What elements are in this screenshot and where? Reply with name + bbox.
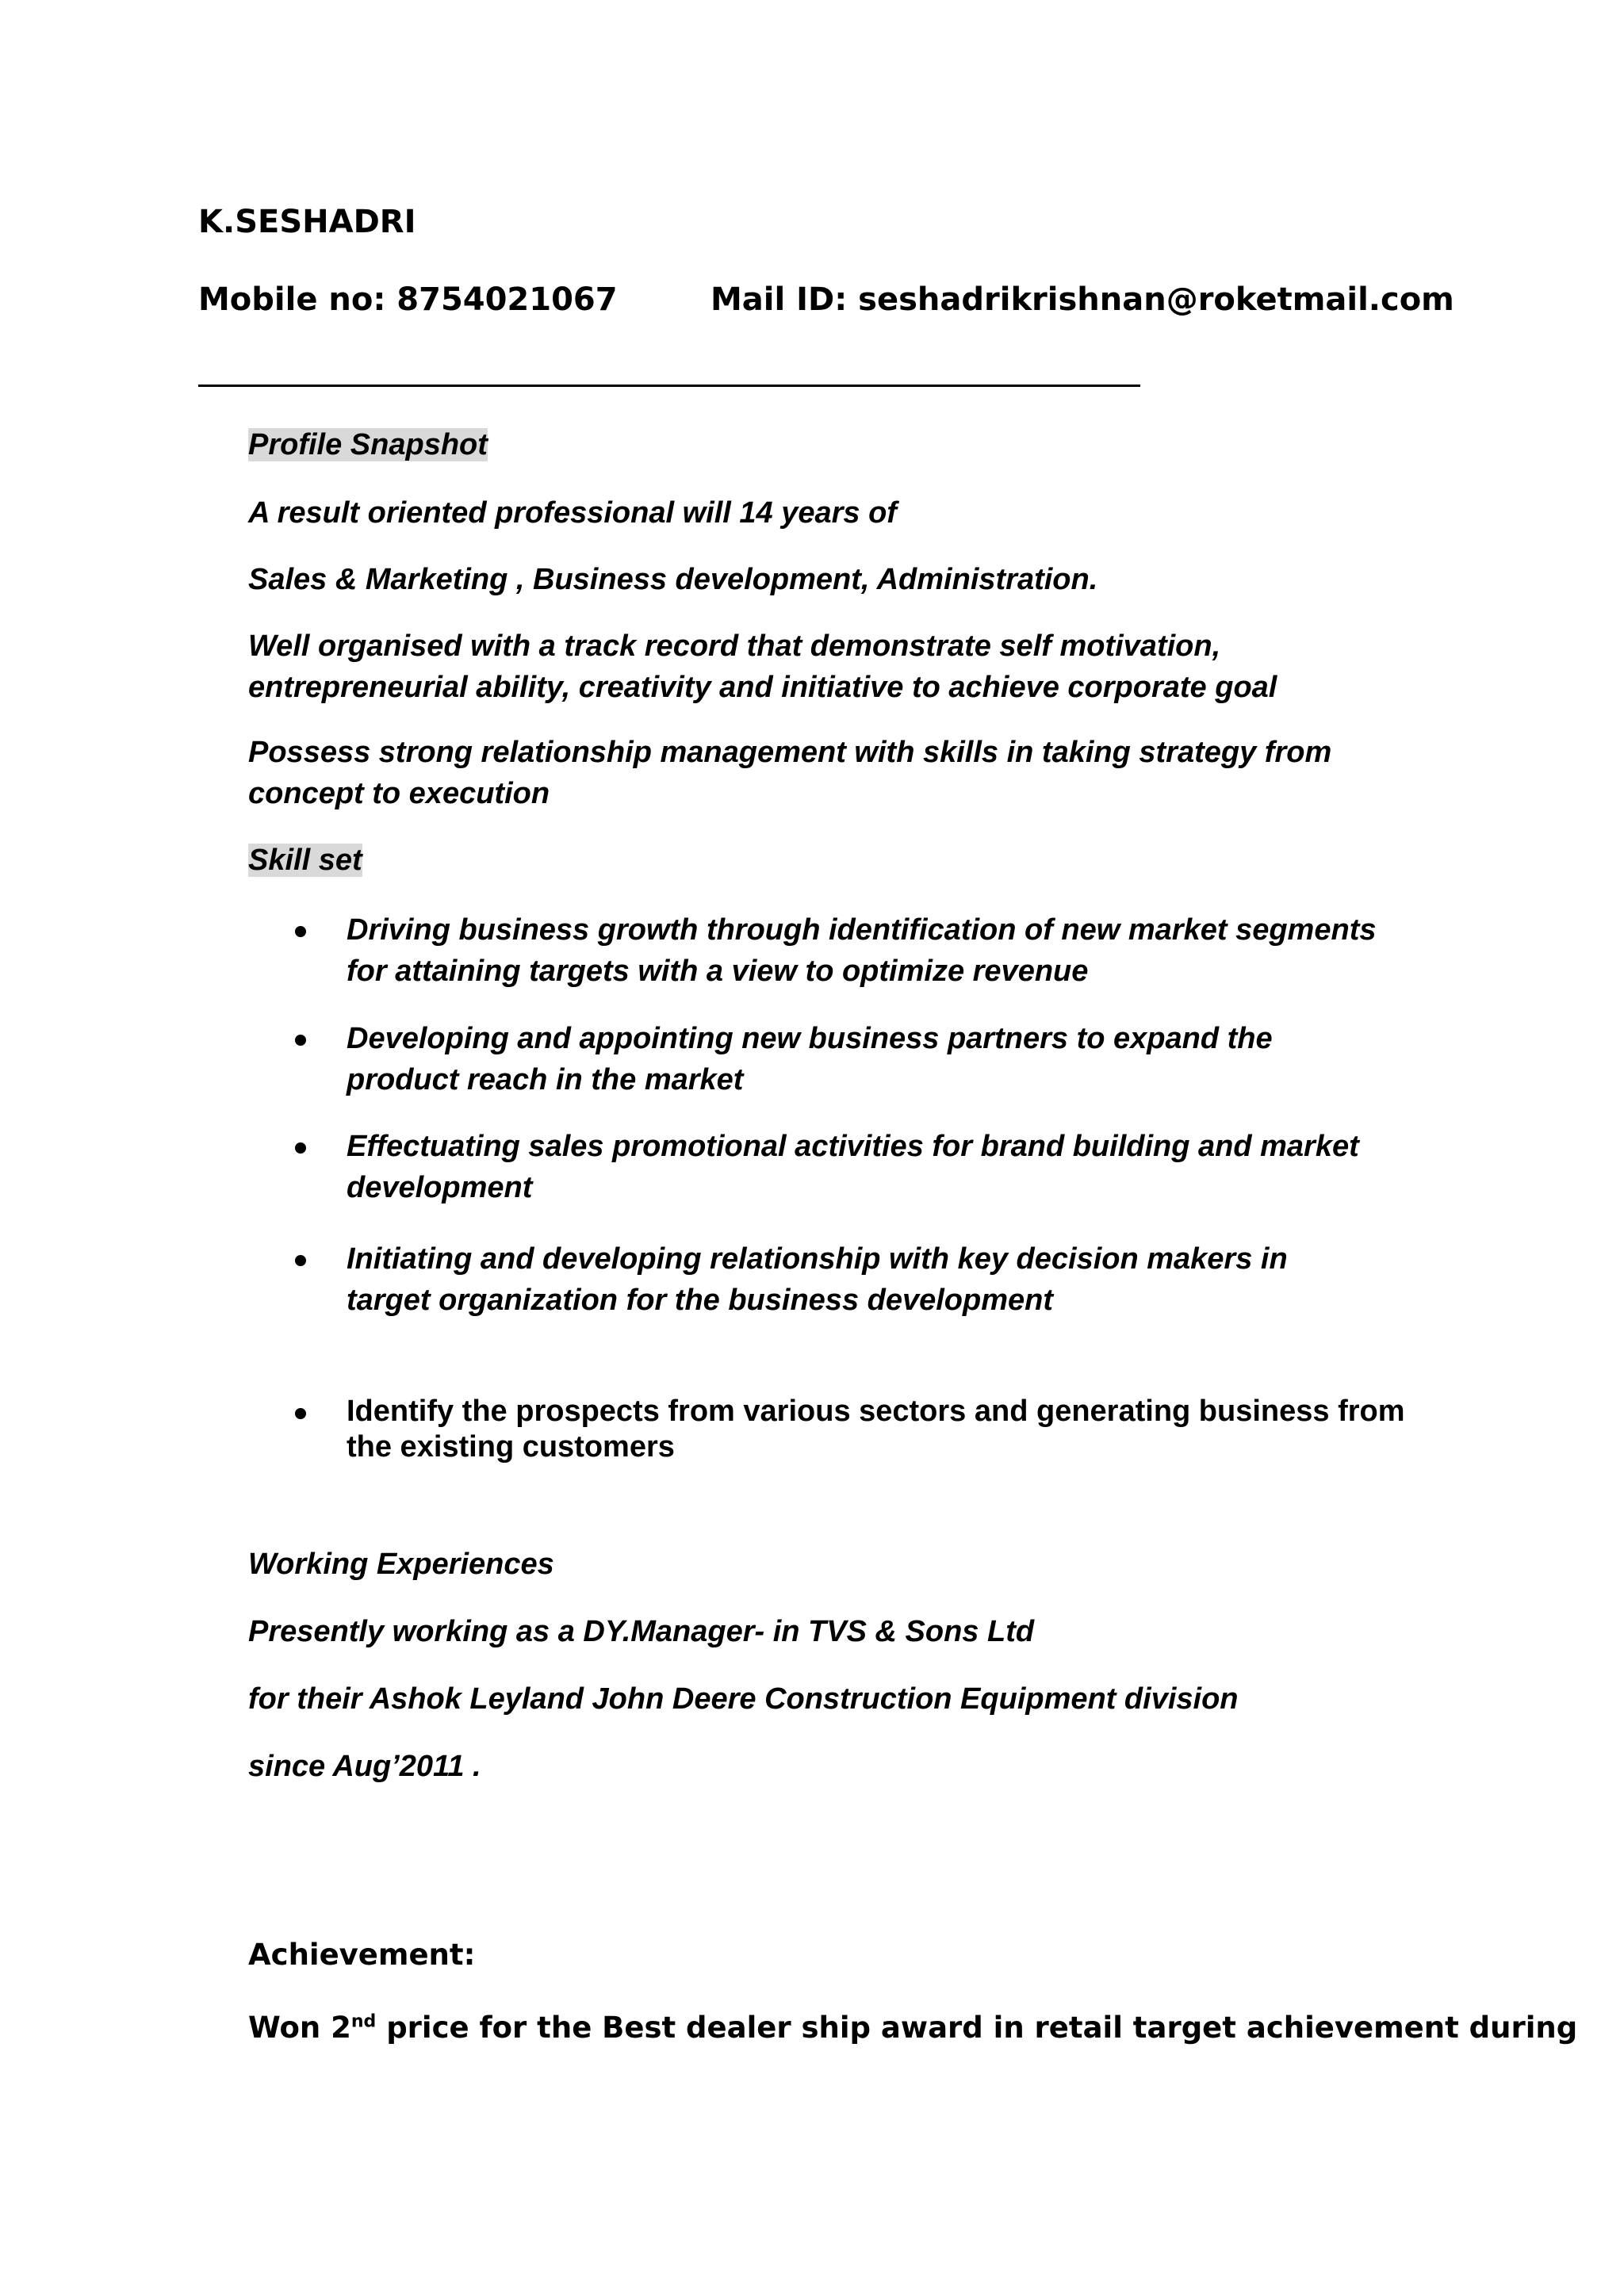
profile-line: Well organised with a track record that demonstrate self motivation, [248, 629, 1221, 663]
skill-item-line: Developing and appointing new business partners to expand the [347, 1022, 1273, 1055]
skills-heading-text: Skill set [248, 844, 362, 877]
skill-item-line: Effectuating sales promotional activities for brand building and market [347, 1130, 1359, 1163]
skill-item-line: target organization for the business development [347, 1284, 1054, 1317]
achievement-heading: Achievement: [248, 1938, 476, 1972]
header-divider [198, 385, 1140, 387]
skill-item-line: development [347, 1171, 533, 1204]
mobile-number: Mobile no: 8754021067 [198, 281, 618, 318]
skill-item-line: Initiating and developing relationship with key decision makers in [347, 1242, 1288, 1276]
skill-item-line: the existing customers [347, 1430, 675, 1464]
profile-heading [248, 424, 488, 465]
bullet-icon [295, 926, 306, 937]
skill-item-line: for attaining targets with a view to optimize revenue [347, 955, 1089, 988]
skills-heading [248, 840, 362, 881]
achievement-suffix: price for the Best dealer ship award in retail target achievement during [376, 2011, 1578, 2045]
profile-line: concept to execution [248, 777, 550, 810]
candidate-name: K.SESHADRI [198, 204, 416, 240]
experience-heading: Working Experiences [248, 1548, 554, 1581]
experience-line: for their Ashok Leyland John Deere Construction Equipment division [248, 1682, 1239, 1716]
skill-item-line: Identify the prospects from various sectors and generating business from [347, 1395, 1405, 1428]
profile-line: entrepreneurial ability, creativity and initiative to achieve corporate goal [248, 671, 1277, 704]
achievement-line [248, 2009, 1577, 2047]
profile-heading-text: Profile Snapshot [248, 428, 488, 461]
bullet-icon [295, 1255, 306, 1266]
profile-line: Possess strong relationship management with skills in taking strategy from [248, 736, 1332, 769]
skill-item-line: product reach in the market [347, 1063, 744, 1096]
achievement-superscript: nd [350, 2011, 377, 2032]
bullet-icon [295, 1035, 306, 1046]
profile-line: A result oriented professional will 14 years of [248, 496, 897, 530]
mail-id: Mail ID: seshadrikrishnan@roketmail.com [710, 281, 1454, 318]
experience-line: Presently working as a DY.Manager- in TVS & Sons Ltd [248, 1615, 1035, 1648]
profile-line: Sales & Marketing , Business development, Administration. [248, 563, 1098, 596]
bullet-icon [295, 1142, 306, 1154]
achievement-prefix: Won 2 [248, 2011, 351, 2045]
bullet-icon [295, 1408, 306, 1419]
skill-item-line: Driving business growth through identification of new market segments [347, 913, 1377, 947]
experience-line: since Aug’2011 . [248, 1750, 481, 1783]
